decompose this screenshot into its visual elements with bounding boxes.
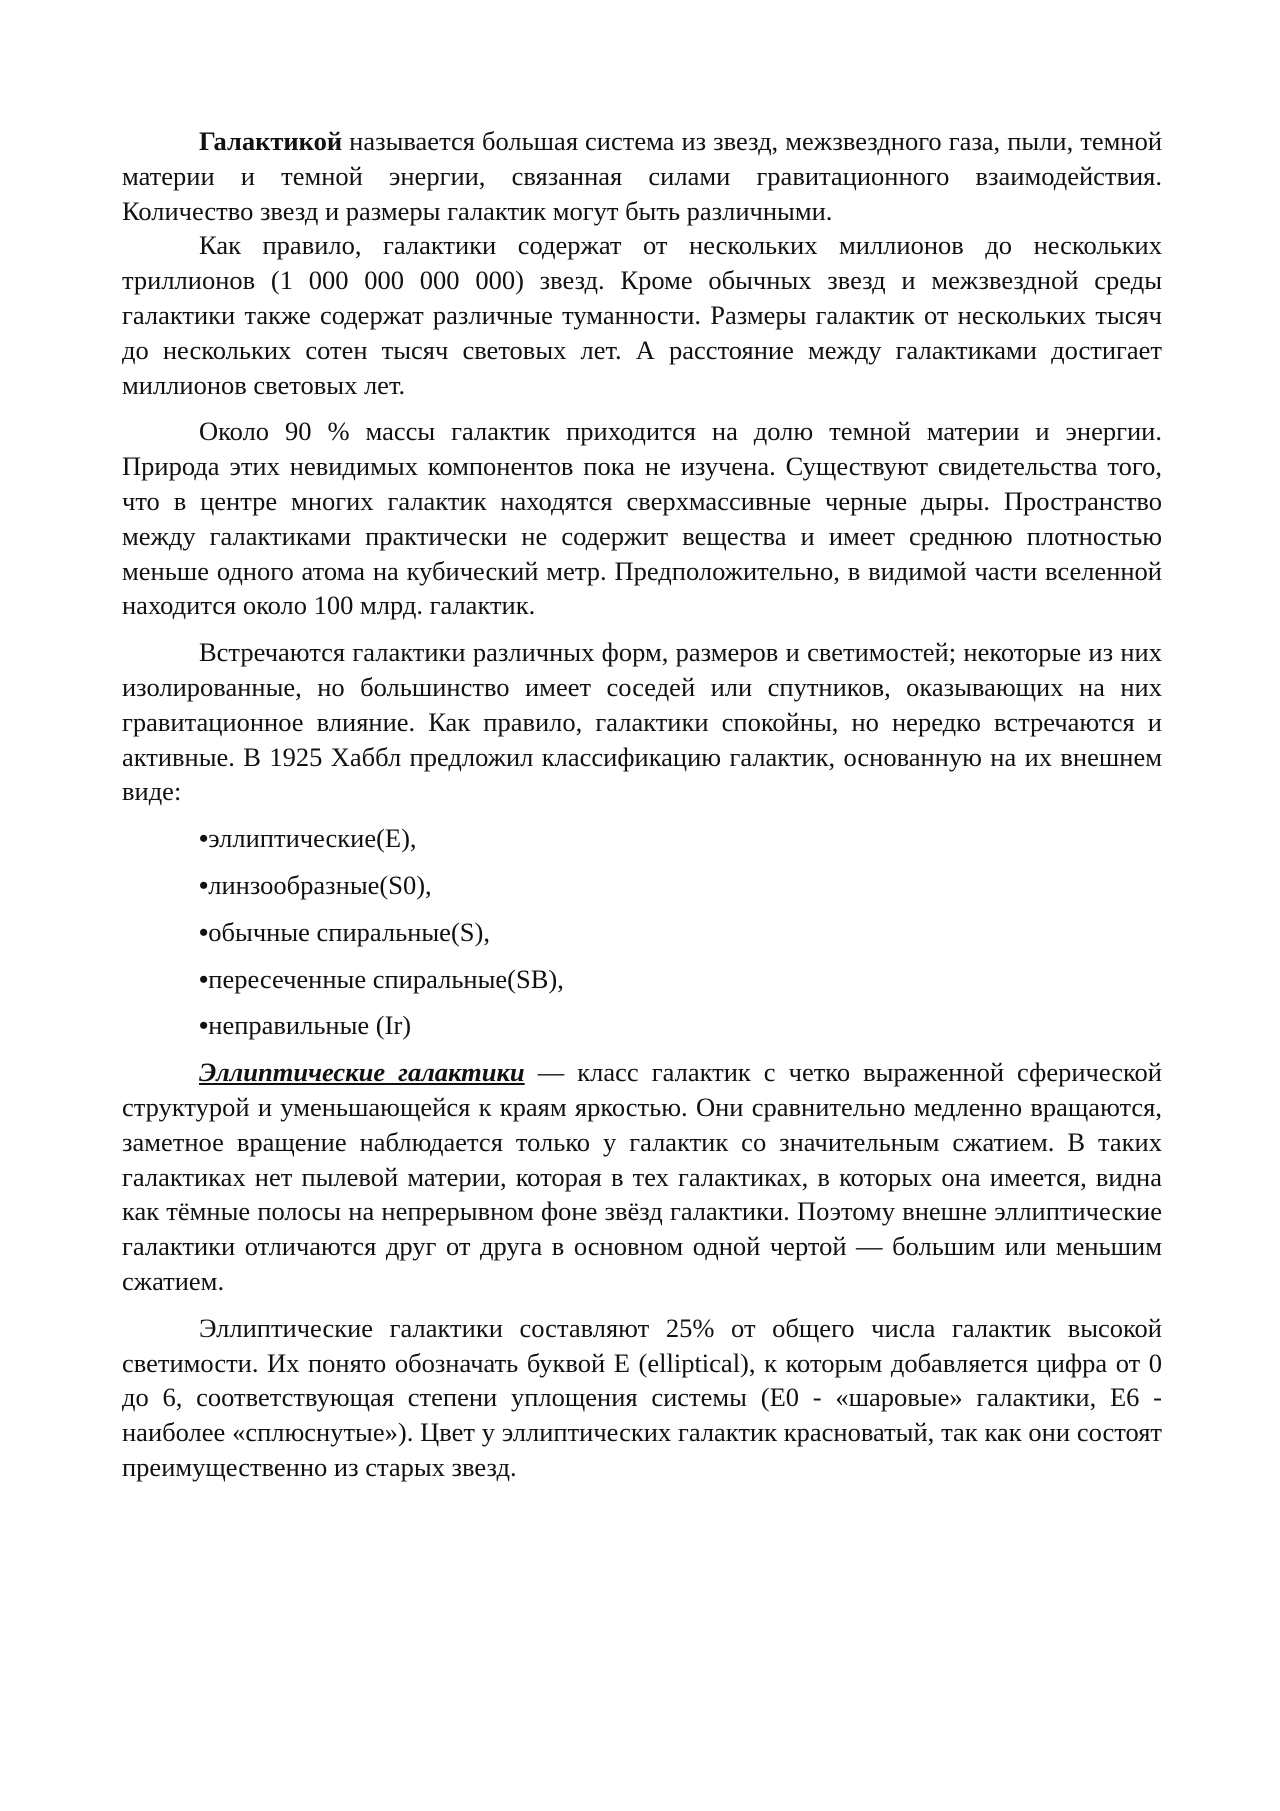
list-item-text: пересеченные спиральные(SB),	[208, 963, 564, 994]
bullet-icon: •	[199, 1010, 209, 1041]
paragraph-galaxy-size	[122, 228, 1162, 402]
document-page	[122, 124, 1162, 1485]
list-item	[199, 868, 1162, 903]
bullet-icon: •	[199, 869, 209, 900]
list-item-text: эллиптические(E),	[208, 823, 417, 854]
term-galaxy: Галактикой	[199, 126, 343, 156]
paragraph-text: — класс галактик с четко выраженной сферической структурой и уменьшающейся к краям яркостью. Они сравнительно медленно вращаются, заметное вращение наблюдается только у галактик со значительным сжатием. В таких галактиках нет пылевой материи, которая в тех галактиках, в которых она имеется, видна как тёмные полосы на непрерывном фоне звёзд галактики. Поэтому внешне эллиптические галактики отличаются друг от друга в основном одной чертой — большим или меньшим сжатием.	[122, 1057, 1162, 1296]
paragraph-elliptical-definition	[122, 1055, 1162, 1299]
paragraph-text: Эллиптические галактики составляют 25% от общего числа галактик высокой светимости. Их понято обозначать буквой E (elliptical), к которым добавляется цифра от 0 до 6, соответствующая степени уплощения системы (E0 - «шаровые» галактики, E6 - наиболее «сплюснутые»). Цвет у эллиптических галактик красноватый, так как они состоят преимущественно из старых звезд.	[122, 1312, 1162, 1482]
list-item	[199, 962, 1162, 997]
list-item	[199, 915, 1162, 950]
paragraph-galaxy-definition	[122, 124, 1162, 228]
bullet-icon: •	[199, 916, 209, 947]
paragraph-text: Как правило, галактики содержат от нескольких миллионов до нескольких триллионов (1 000 000 000 000) звезд. Кроме обычных звезд и межзвездной среды галактики также содержат различные туманности. Размеры галактик от нескольких тысяч до нескольких сотен тысяч световых лет. А расстояние между галактиками достигает миллионов световых лет.	[122, 230, 1162, 400]
paragraph-dark-matter	[122, 414, 1162, 623]
galaxy-type-list	[122, 821, 1162, 1043]
list-item	[199, 821, 1162, 856]
bullet-icon: •	[199, 823, 209, 854]
paragraph-text: называется большая система из звезд, межзвездного газа, пыли, темной материи и темной энергии, связанная силами гравитационного взаимодействия. Количество звезд и размеры галактик могут быть различными.	[122, 126, 1162, 226]
paragraph-elliptical-stats	[122, 1311, 1162, 1485]
list-item	[199, 1008, 1162, 1043]
paragraph-text: Встречаются галактики различных форм, размеров и светимостей; некоторые из них изолированные, но большинство имеет соседей или спутников, оказывающих на них гравитационное влияние. Как правило, галактики спокойны, но нередко встречаются и активные. В 1925 Хаббл предложил классификацию галактик, основанную на их внешнем виде:	[122, 637, 1162, 807]
list-item-text: обычные спиральные(S),	[208, 916, 490, 947]
paragraph-text: Около 90 % массы галактик приходится на долю темной материи и энергии. Природа этих невидимых компонентов пока не изучена. Существуют свидетельства того, что в центре многих галактик находятся сверхмассивные черные дыры. Пространство между галактиками практически не содержит вещества и имеет среднюю плотностью меньше одного атома на кубический метр. Предположительно, в видимой части вселенной находится около 100 млрд. галактик.	[122, 416, 1162, 621]
list-item-text: линзообразные(S0),	[208, 869, 432, 900]
bullet-icon: •	[199, 963, 209, 994]
paragraph-hubble-classification	[122, 635, 1162, 809]
term-elliptical-galaxies: Эллиптические галактики	[199, 1057, 525, 1088]
list-item-text: неправильные (Ir)	[208, 1010, 412, 1041]
